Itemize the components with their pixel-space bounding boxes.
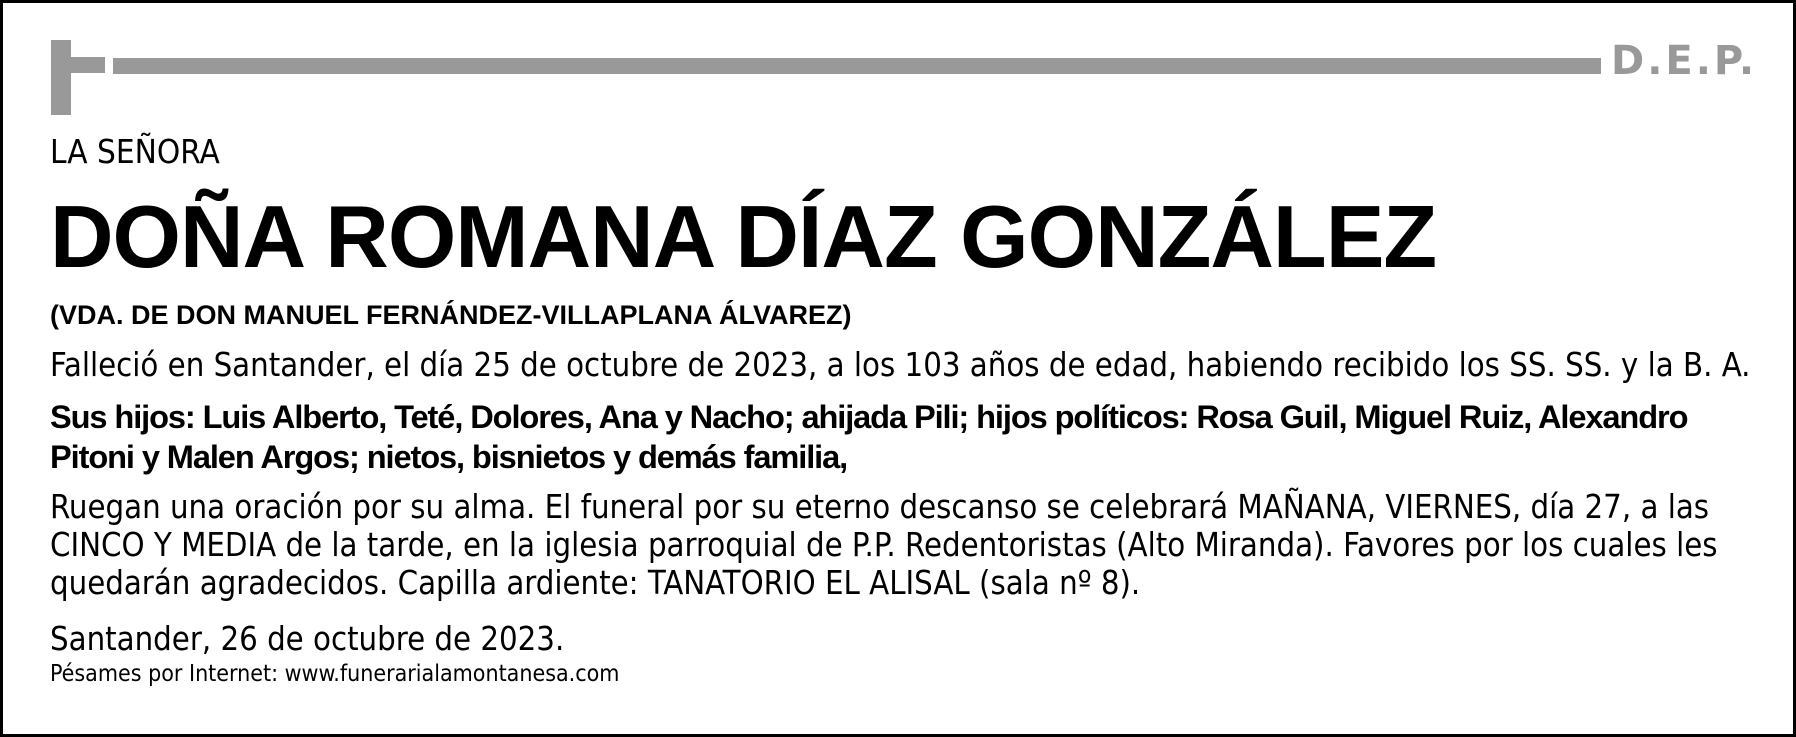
prayer-line: quedarán agradecidos. Capilla ardiente: TANATORIO EL ALISAL (sala nº 8). — [50, 564, 1141, 602]
cross-vertical-bar — [51, 40, 71, 115]
title-prefix: LA SEÑORA — [50, 132, 220, 171]
family-line: Pitoni y Malen Argos; nietos, bisnietos y demás familia, — [50, 438, 848, 475]
prayer-paragraph — [50, 488, 1718, 602]
prayer-line: Ruegan una oración por su alma. El funeral por su eterno descanso se celebrará MAÑANA, VIERNES, día 27, a las — [50, 488, 1710, 526]
family-line: Sus hijos: Luis Alberto, Teté, Dolores, Ana y Nacho; ahijada Pili; hijos políticos: Rosa Guil, Miguel Ruiz, Alexandro — [50, 398, 1688, 435]
death-notice: Falleció en Santander, el día 25 de octubre de 2023, a los 103 años de edad, habiendo recibido los SS. SS. y la B. A. — [50, 346, 1751, 384]
deceased-name: DOÑA ROMANA DÍAZ GONZÁLEZ — [50, 187, 1437, 286]
family-paragraph — [50, 397, 1687, 477]
dep-label: D.E.P. — [1611, 38, 1758, 84]
condolences-link: Pésames por Internet: www.funerarialamontanesa.com — [50, 661, 620, 687]
cross-horizontal-bar — [51, 57, 105, 73]
place-date: Santander, 26 de octubre de 2023. — [50, 620, 565, 658]
widow-of-line: (VDA. DE DON MANUEL FERNÁNDEZ-VILLAPLANA ÁLVAREZ) — [50, 300, 852, 330]
prayer-line: CINCO Y MEDIA de la tarde, en la iglesia parroquial de P.P. Redentoristas (Alto Miranda). Favores por los cuales les — [50, 526, 1718, 564]
header-rule — [113, 58, 1601, 74]
